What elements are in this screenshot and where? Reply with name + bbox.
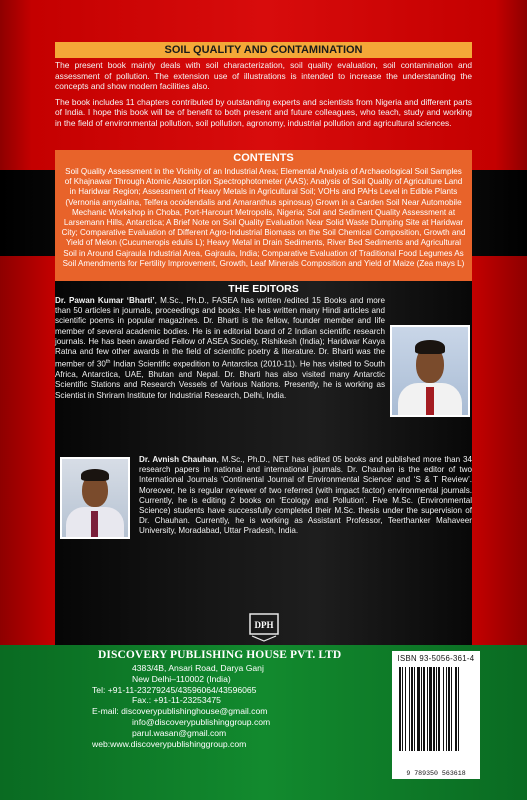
- publisher-address-1: 4383/4B, Ansari Road, Darya Ganj: [132, 663, 264, 673]
- editors-heading: THE EDITORS: [228, 283, 299, 295]
- editor-2-photo: [60, 457, 130, 539]
- contents-heading: CONTENTS: [233, 152, 294, 164]
- editor-1-photo: [390, 325, 470, 417]
- publisher-info: [92, 649, 392, 749]
- editor-1-name: Dr. Pawan Kumar ‘Bharti’: [55, 296, 155, 305]
- publisher-email-2: info@discoverypublishinggroup.com: [132, 716, 271, 727]
- editor-2-bio-text: , M.Sc., Ph.D., NET has edited 05 books and published more than 34 research papers in national and international journals. Dr. Chauhan is the editor of two International Journals ‘Continental Journal of Environmental Science’ and ‘S & T Review’. Moreover, he is regular reviewer of two referred (with impact factor) environmental journals. Currently, he is editing 2 books on ‘Ecology and Pollution’. Five M.Sc. (Environmental Science) students have successfully completed their M.Sc. thesis under the supervision of Dr. Chauhan. Currently, he is working as Assistant Professor, Teerthanker Mahaveer University, Moradabad, Uttar Pradesh, India.: [139, 455, 472, 536]
- publisher-address-2: New Delhi–110002 (India): [132, 673, 231, 684]
- description-paragraph-2: The book includes 11 chapters contributed by outstanding experts and scientists from Nigeria and different parts of India. I hope this book will be of benefit to both present and future colleagues, who teach, study and working in the field of environmental pollution, soil pollution, agronomy, industrial pollution and agricultural sciences.: [55, 96, 472, 128]
- editor-1-bio-part-a: , M.Sc., Ph.D., FASEA has written /edited 15 Books and more than 50 articles in journals, proceedings and books. He has written many Hindi articles and scientific poems in popular magazines. Dr. Bharti is the fellow, founder member and life member of several academic bodies. He is in editorial board of 2 Indian scientific research journals. He has been awarded Fellow of ASEA Society, Rishikesh (India); Haridwar Kavya Ratna and few other awards in the field of scientific poetry & literature. Dr. Bharti was the member of 30: [55, 296, 385, 369]
- publisher-logo: [248, 612, 280, 642]
- description-paragraph-1: The present book mainly deals with soil characterization, soil quality evaluation, soil contamination and assessment of pollution. The extension use of illustrations is intended to increase the understanding the concepts and show modern facilities also.: [55, 60, 472, 92]
- editor-1-bio-part-b: Indian Scientific expedition to Antarctica (2010-11). He has visited to South Africa, Antarctica, UAE, Bhutan and Nepal. Dr. Bharti has also visited many Antarctic Scientific Stations and Research Vessels of Various Nations. Presently, he is working as Scientist in Shriram Institute for Industrial Research, Delhi, India.: [55, 359, 385, 400]
- publisher-name: DISCOVERY PUBLISHING HOUSE PVT. LTD: [98, 649, 342, 661]
- logo-text: DPH: [254, 620, 274, 630]
- book-title: SOIL QUALITY AND CONTAMINATION: [55, 42, 472, 58]
- book-description: [55, 60, 472, 134]
- editor-1-text: [55, 296, 385, 401]
- publisher-email-3: parul.wasan@gmail.com: [132, 727, 227, 738]
- isbn-number: ISBN 93-5056-361-4: [397, 654, 475, 663]
- editor-2-text: [139, 455, 472, 537]
- publisher-fax: Fax.: +91-11-23253475: [132, 695, 221, 706]
- contents-list: Soil Quality Assessment in the Vicinity of an Industrial Area; Elemental Analysis of Archaeological Soil Samples of Khajnawar Through Atomic Absorption Spectrophotometer (AAS); Analysis of Soil Quality of Agriculture Land in Haridwar Region; Assessment of Heavy Metals in Agricultural Soil; VOHs and PAHs Level in Edible Plants (Vernonia amydalina, Telfera ocoidendalis and Amaranthus spinosus) Grown in a Garden Soil Near Automobile Mechanic Workshop in Choba, Port-Harcourt Metropolis, Nigeria; Soil and Sediment Quality Assessment at Larsemann Hills, Antarctica; A Brief Note on Soil Quality Evaluation Near Solid Waste Dumping Site at Haridwar City; Comparative Evaluation of Different Agro-Industrial Biomass on the Soil Chemical Composition, Growth and Yield of Melon (Cucumeropis edulis L); Heavy Metal in Drain Sediments, River Bed Sediments and Agricultural Soil in Around Gajraula Industrial Area, Gajraula, India; Comparative Evaluation of Traditional Food Legumes As Soil Amendments for Fertility Improvement, Growth, Leaf Minerals Composition and Yield of Maize (Zea mays L): [61, 167, 466, 268]
- publisher-web: web:www.discoverypublishinggroup.com: [92, 738, 247, 749]
- contents-box: [55, 150, 472, 281]
- publisher-email-1: E-mail: discoverypublishinghouse@gmail.com: [92, 706, 268, 717]
- editor-1-sup: th: [105, 359, 111, 366]
- red-left-strip: [0, 256, 55, 656]
- barcode-number: 9 789350 563618: [406, 770, 466, 777]
- red-right-strip: [472, 256, 527, 656]
- publisher-tel: Tel: +91-11-23279245/43596064/43596065: [92, 684, 257, 695]
- barcode-icon: [398, 667, 474, 763]
- isbn-barcode: [392, 651, 480, 779]
- editor-2-name: Dr. Avnish Chauhan: [139, 455, 217, 464]
